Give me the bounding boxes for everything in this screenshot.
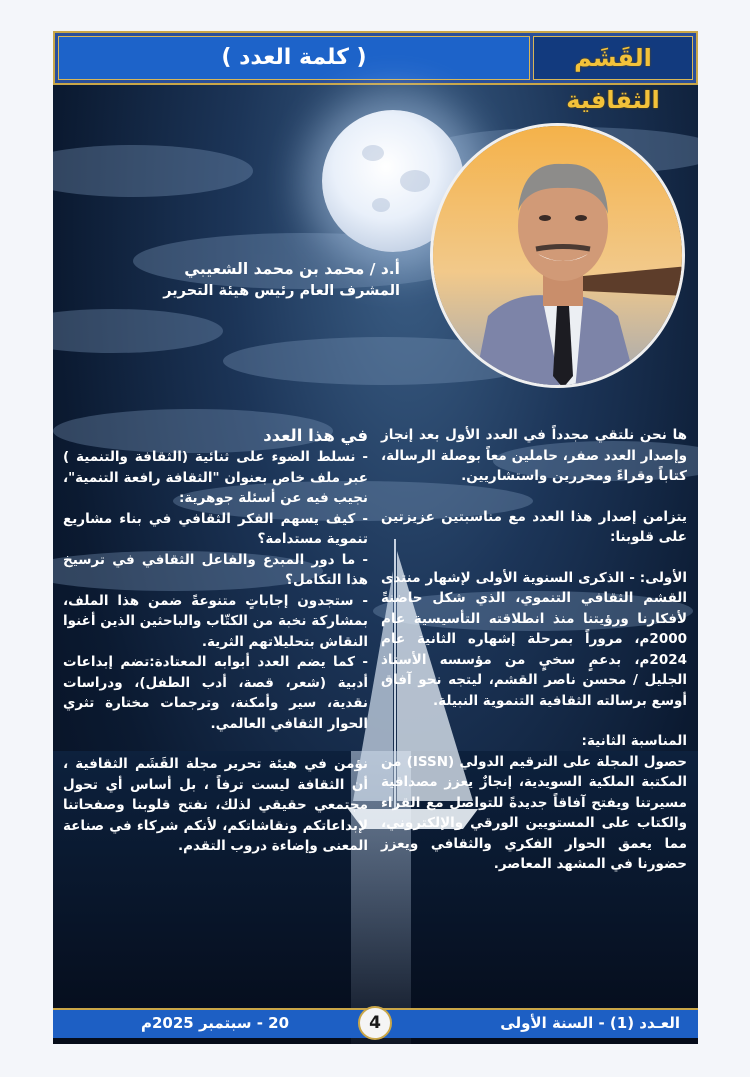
closing-paragraph: نؤمن في هيئة تحرير مجلة القَشَم الثقافية ، أن الثقافة ليست ترفاً ، بل أساس أي تحول مجتمعي حقيقي لذلك، نفتح قلوبنا وصفحاتنا لإبداعاتكم ونقاشاتكم، لأنكم شركاء في صناعة المعنى وإضاءة دروب التقدم. — [63, 756, 368, 854]
issue-paragraph-4: - ستجدون إجاباتٍ متنوعةً ضمن هذا الملف، بمشاركة نخبة من الكتّاب والباحثين الذين أغنوا النقاش بتحليلاتهم الثرية. — [63, 592, 368, 650]
intro-paragraph: ها نحن نلتقي مجدداً في العدد الأول بعد إنجاز وإصدار العدد صفر، حاملين معاً بوصلة الرسالة، كتاباً وقراءً ومحررين واستشاريين. — [381, 427, 687, 484]
author-portrait-illustration — [433, 126, 685, 388]
in-this-issue-title: في هذا العدد — [263, 426, 368, 445]
page-header — [53, 31, 698, 114]
first-occasion: الأولى: - الذكرى السنوية الأولى لإشهار منتدى القشم الثقافي التنموي، الذي شكل حاضنةً لأفكارنا ورؤيتنا منذ انطلاقته التأسيسية عام 2000م، مروراً بمرحلة إشهاره الثانية عام 2024م، بدعمٍ سخيٍ من مؤسسه الأستاذ الجليل / محسن ناصر القشم، ليتجه نحو آفاق أوسع برسالته الثقافية التنموية النبيلة. — [381, 569, 687, 709]
issue-paragraph-3: - ما دور المبدع والفاعل الثقافي في ترسيخ هذا التكامل؟ — [63, 551, 368, 588]
author-credit — [150, 258, 400, 302]
magazine-logo: القَشَم الثقافية — [533, 36, 693, 80]
author-name: أ.د / محمد بن محمد الشعيبي — [184, 260, 400, 278]
issue-paragraph-5: - كما يضم العدد أبوابه المعتادة:تضم إبداعات أدبية (شعر، قصة، أدب الطفل)، ودراسات نقدية، سير وأمكنة، وترجمات مختارة تثري الحوار الثقافي العالمي. — [63, 654, 368, 732]
issue-paragraph-1: - نسلط الضوء على ثنائية (الثقافة والتنمية ) عبر ملف خاص بعنوان "الثقافة رافعة التنمية"، نجيب فيه عن أسئلة جوهرية: — [63, 449, 368, 506]
second-occasion-title: المناسبة الثانية: — [581, 733, 687, 749]
second-occasion: حصول المجلة على الترقيم الدولي (ISSN) من المكتبة الملكية السويدية، إنجازٌ يعزز مصداقية مسيرتنا ويفتح آفاقاً جديدةً للتواصل مع القراء والكتاب على المستويين الورقي والإلكتروني، مما يعمق الحوار الفكري والثقافي ويعزز حضورنا في المشهد المعاصر. — [381, 753, 687, 872]
page-title: ( كلمة العدد ) — [58, 36, 530, 80]
occasions-intro: يتزامن إصدار هذا العدد مع مناسبتين عزيزتين على قلوبنا: — [381, 508, 687, 545]
issue-paragraph-2: - كيف يسهم الفكر الثقافي في بناء مشاريع تنموية مستدامة؟ — [63, 510, 368, 547]
issue-date: 20 - سبتمبر 2025م — [141, 1014, 290, 1032]
editorial-right-column — [381, 425, 687, 875]
editorial-left-column — [63, 425, 368, 857]
issue-label: العـدد (1) - السنة الأولى — [500, 1014, 680, 1032]
author-role: المشرف العام رئيس هيئة التحرير — [163, 283, 400, 299]
page-number: 4 — [358, 1006, 392, 1040]
author-photo — [430, 123, 685, 388]
